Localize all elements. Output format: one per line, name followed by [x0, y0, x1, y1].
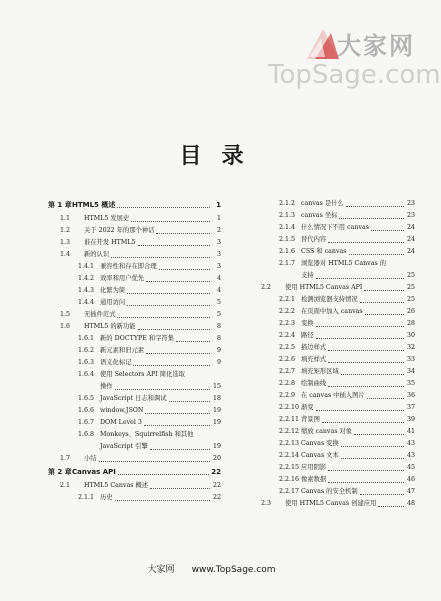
toc-entry-title: 路径: [301, 332, 314, 339]
toc-leader-dots: [169, 401, 210, 402]
toc-entry-title: HTML5 发展史: [84, 215, 130, 222]
toc-entry: [249, 234, 415, 246]
toc-entry-title: window.JSON: [100, 407, 144, 414]
toc-leader-dots: [360, 494, 404, 495]
toc-entry-number: 1.6.1: [78, 335, 95, 342]
toc-leader-dots: [364, 290, 404, 291]
toc-entry-number: 2.2.10: [279, 404, 300, 411]
toc-leader-dots: [349, 254, 404, 255]
toc-entry-number: 1.4.4: [78, 299, 95, 306]
toc-entry-title: 关于 2022 年的那个神话: [84, 227, 155, 234]
toc-entry-title: canvas 是什么: [301, 200, 344, 207]
toc-entry: [48, 237, 221, 249]
toc-entry-title: 新元素和旧元素: [100, 347, 145, 354]
toc-entry-page: 46: [406, 476, 415, 483]
toc-entry-title: 小结: [84, 455, 97, 462]
toc-entry-number: 2.2.11: [279, 416, 300, 423]
toc-entry: [48, 225, 221, 237]
toc-entry-page: 37: [406, 404, 415, 411]
toc-entry-page: 47: [406, 488, 415, 495]
toc-entry-number: 第 1 章: [48, 201, 72, 209]
toc-entry-number: 1.6.4: [78, 371, 95, 378]
toc-entry-title: 什么情况下不用 canvas: [301, 224, 369, 231]
toc-entry-title: 背景图: [301, 416, 320, 423]
toc-entry-title: 应用阴影: [301, 464, 327, 471]
toc-entry-title: 使用 Selectors API 简化选取: [100, 371, 185, 378]
toc-entry-title: 使用 HTML5 Canvas 创建应用: [285, 500, 377, 507]
toc-entry: [48, 345, 221, 357]
toc-leader-dots: [117, 207, 210, 208]
toc-entry: [249, 246, 415, 258]
toc-entry-number: 1.5: [60, 311, 71, 318]
toc-entry-page: 34: [406, 368, 415, 375]
toc-entry-page: 25: [406, 296, 415, 303]
toc-entry-number: 1.4: [60, 251, 71, 258]
toc-entry-title: JavaScript 日志和调试: [100, 395, 167, 402]
toc-entry: [249, 222, 415, 234]
toc-chapter-entry: [48, 198, 221, 213]
toc-entry-number: 1.6.6: [78, 407, 95, 414]
toc-leader-dots: [115, 389, 210, 390]
toc-entry-title: 无插件范式: [84, 311, 116, 318]
toc-entry-number: 2.2.17: [279, 488, 300, 495]
toc-entry: [48, 333, 221, 345]
toc-entry-title: 浏览器对 HTML5 Canvas 的: [301, 260, 386, 267]
toc-leader-dots: [341, 458, 404, 459]
toc-leader-dots: [328, 242, 404, 243]
toc-entry-number: 1.6: [60, 323, 71, 330]
toc-entry-page: 35: [406, 380, 415, 387]
toc-entry-number: 2.2.16: [279, 476, 300, 483]
toc-leader-dots: [316, 410, 404, 411]
toc-entry-page: 24: [406, 224, 415, 231]
toc-entry-page: 3: [216, 239, 221, 246]
page-footer: [0, 566, 423, 575]
toc-entry: [249, 306, 415, 318]
toc-leader-dots: [339, 218, 404, 219]
toc-entry-page: 24: [406, 248, 415, 255]
toc-entry-title: Monkeys、Squirrelfish 和其他: [100, 431, 194, 438]
toc-entry-title: Canvas 的安全机制: [301, 488, 358, 495]
toc-entry-title: 支持: [301, 272, 314, 279]
toc-leader-dots: [144, 425, 210, 426]
toc-leader-dots: [328, 482, 404, 483]
toc-entry: [48, 297, 221, 309]
toc-entry-page: 19: [212, 443, 221, 450]
toc-entry: [249, 462, 415, 474]
toc-entry-title: 填充样式: [301, 356, 327, 363]
toc-entry: [48, 381, 221, 393]
toc-leader-dots: [127, 293, 210, 294]
toc-entry-title: HTML5 的新功能: [84, 323, 136, 330]
toc-entry-page: 32: [406, 344, 415, 351]
toc-entry: [249, 366, 415, 378]
toc-entry: [249, 210, 415, 222]
toc-entry-number: 1.4.2: [78, 275, 95, 282]
toc-entry: [48, 213, 221, 225]
toc-entry: [48, 249, 221, 261]
toc-entry-number: 2.1.4: [279, 224, 296, 231]
toc-entry-number: 1.6.2: [78, 347, 95, 354]
toc-leader-dots: [145, 413, 210, 414]
toc-leader-dots: [131, 221, 210, 222]
toc-leader-dots: [367, 398, 404, 399]
toc-leader-dots: [341, 446, 404, 447]
toc-entry-title: canvas 坐标: [301, 212, 338, 219]
toc-entry: [249, 342, 415, 354]
toc-entry-page: 2: [216, 227, 221, 234]
toc-entry-title: DOM Level 3: [100, 419, 142, 426]
toc-entry: [249, 258, 415, 270]
toc-leader-dots: [146, 281, 210, 282]
toc-entry-number: 2.2.5: [279, 344, 296, 351]
toc-entry-number: 2.2.1: [279, 296, 296, 303]
toc-leader-dots: [328, 470, 404, 471]
toc-entry-page: 25: [406, 272, 415, 279]
toc-leader-dots: [138, 245, 210, 246]
toc-entry-title: HTML5 概述: [72, 201, 116, 209]
toc-entry: [48, 321, 221, 333]
toc-leader-dots: [365, 314, 404, 315]
toc-leader-dots: [117, 317, 210, 318]
toc-leader-dots: [111, 257, 210, 258]
toc-entry-title: 在 canvas 中插入图片: [301, 392, 365, 399]
toc-entry: [249, 330, 415, 342]
toc-entry-page: 8: [216, 323, 221, 330]
toc-entry: [249, 294, 415, 306]
toc-entry-number: 2.2.8: [279, 380, 296, 387]
toc-entry: [48, 285, 221, 297]
toc-entry-page: 36: [406, 392, 415, 399]
page-title: 目录: [179, 144, 264, 169]
toc-entry-page: 18: [212, 395, 221, 402]
toc-entry-title: 绘制曲线: [301, 380, 327, 387]
toc-leader-dots: [316, 338, 404, 339]
toc-entry: [48, 417, 221, 429]
toc-entry-number: 1.4.3: [78, 287, 95, 294]
toc-entry-title: 缩放 canvas 对象: [301, 428, 353, 435]
toc-entry-number: 2.1.7: [279, 260, 296, 267]
toc-entry-page: 8: [216, 335, 221, 342]
toc-entry-page: 9: [216, 359, 221, 366]
toc-entry-page: 48: [406, 500, 415, 507]
toc-entry-number: 1.1: [60, 215, 71, 222]
toc-leader-dots: [316, 326, 404, 327]
toc-entry-title: Canvas 文本: [301, 452, 339, 459]
toc-entry-number: 1.6.7: [78, 419, 95, 426]
toc-leader-dots: [146, 353, 210, 354]
toc-entry-page: 43: [406, 452, 415, 459]
toc-leader-dots: [127, 305, 210, 306]
toc-entry-page: 3: [216, 263, 221, 270]
toc-chapter-entry: [48, 465, 221, 480]
toc-entry: [249, 354, 415, 366]
toc-entry: [48, 393, 221, 405]
toc-entry-title: 在页面中加入 canvas: [301, 308, 363, 315]
toc-entry-number: 2.2.3: [279, 320, 296, 327]
toc-entry-number: 1.6.5: [78, 395, 95, 402]
watermark-en: TopSage.com: [268, 60, 441, 90]
toc-leader-dots: [118, 474, 209, 475]
toc-entry-title: 变换: [301, 320, 314, 327]
toc-entry: [249, 198, 415, 210]
toc-entry-number: 2.2.7: [279, 368, 296, 375]
toc-entry-number: 1.2: [60, 227, 71, 234]
toc-entry: [48, 357, 221, 369]
toc-entry-page: 30: [406, 332, 415, 339]
toc-column-right: [249, 198, 415, 510]
toc-leader-dots: [99, 461, 210, 462]
toc-entry-page: 24: [406, 236, 415, 243]
toc-entry-number: 1.4.1: [78, 263, 95, 270]
toc-entry: [48, 441, 221, 453]
toc-leader-dots: [378, 506, 404, 507]
toc-leader-dots: [328, 350, 404, 351]
toc-leader-dots: [341, 374, 404, 375]
toc-entry-number: 2.2.9: [279, 392, 296, 399]
toc-entry-number: 2.2.12: [279, 428, 300, 435]
toc-entry: [48, 492, 221, 504]
toc-entry-page: 19: [212, 407, 221, 414]
toc-leader-dots: [322, 422, 404, 423]
toc-entry-title: 通用访问: [100, 299, 126, 306]
toc-entry-page: 4: [216, 287, 221, 294]
toc-entry-title: 像素数据: [301, 476, 327, 483]
toc-entry-title: CSS 和 canvas: [301, 248, 347, 255]
toc-entry-number: 2.2.15: [279, 464, 300, 471]
toc-entry-page: 28: [406, 320, 415, 327]
toc-entry-number: 2.1.6: [279, 248, 296, 255]
toc-entry-number: 2.3: [261, 500, 272, 507]
toc-entry-page: 22: [212, 494, 221, 501]
toc-entry: [249, 318, 415, 330]
toc-entry-number: 2.1.2: [279, 200, 296, 207]
toc-entry-title: 描边样式: [301, 344, 327, 351]
toc-entry-page: 5: [216, 311, 221, 318]
toc-entry-page: 4: [216, 275, 221, 282]
toc-entry-number: 1.6.3: [78, 359, 95, 366]
toc-leader-dots: [156, 233, 210, 234]
toc-entry-number: 2.2.6: [279, 356, 296, 363]
toc-entry-number: 1.3: [60, 239, 71, 246]
toc-entry-page: 3: [216, 251, 221, 258]
toc-entry: [48, 480, 221, 492]
toc-entry: [48, 309, 221, 321]
toc-entry-page: 1: [216, 201, 221, 209]
toc-entry-page: 9: [216, 347, 221, 354]
toc-leader-dots: [150, 449, 210, 450]
toc-entry-title: 填充矩形区域: [301, 368, 339, 375]
toc-entry: [249, 486, 415, 498]
toc-entry-page: 5: [216, 299, 221, 306]
toc-entry: [249, 402, 415, 414]
toc-entry-number: 2.2.13: [279, 440, 300, 447]
toc-entry-title: 化繁为简: [100, 287, 126, 294]
toc-leader-dots: [371, 230, 404, 231]
toc-entry-number: 2.2: [261, 284, 272, 291]
toc-entry-page: 22: [211, 468, 221, 476]
toc-entry-page: 39: [406, 416, 415, 423]
toc-entry: [48, 405, 221, 417]
toc-entry-title: 渐变: [301, 404, 314, 411]
toc-leader-dots: [360, 302, 404, 303]
toc-entry-title: 兼容性和存在即合理: [100, 263, 157, 270]
toc-entry-page: 22: [212, 482, 221, 489]
toc-leader-dots: [176, 341, 210, 342]
toc-entry-title: Canvas 变换: [301, 440, 339, 447]
toc-entry: [249, 426, 415, 438]
toc-entry-page: 15: [212, 383, 221, 390]
toc-column-left: [48, 198, 221, 504]
toc-entry-title: 效率和用户优先: [100, 275, 145, 282]
toc-entry-number: 1.6.8: [78, 431, 95, 438]
toc-entry-number: 2.1.3: [279, 212, 296, 219]
toc-entry-page: 26: [406, 308, 415, 315]
toc-entry: [48, 429, 221, 441]
toc-leader-dots: [138, 329, 210, 330]
toc-entry-page: 23: [406, 212, 415, 219]
toc-entry-title: 历史: [100, 494, 113, 501]
toc-entry-title: 新的 DOCTYPE 和字符集: [100, 335, 175, 342]
toc-entry-number: 第 2 章: [48, 468, 72, 476]
toc-leader-dots: [354, 434, 404, 435]
toc-entry-number: 1.7: [60, 455, 71, 462]
toc-entry: [48, 273, 221, 285]
footer-site-url: www.TopSage.com: [191, 565, 276, 575]
toc-entry-page: 19: [212, 419, 221, 426]
toc-leader-dots: [133, 365, 210, 366]
toc-entry-number: 2.2.4: [279, 332, 296, 339]
toc-entry: [249, 414, 415, 426]
toc-entry: [249, 450, 415, 462]
toc-entry-title: 替代内容: [301, 236, 327, 243]
toc-entry-title: 使用 HTML5 Canvas API: [285, 284, 363, 291]
toc-entry: [249, 270, 415, 282]
toc-entry-number: 2.1.1: [78, 494, 95, 501]
toc-entry-title: 操作: [100, 383, 113, 390]
toc-leader-dots: [328, 386, 404, 387]
toc-entry: [249, 498, 415, 510]
toc-entry-title: 语义化标记: [100, 359, 132, 366]
toc-entry: [249, 282, 415, 294]
toc-entry-title: JavaScript 引擎: [100, 443, 148, 450]
toc-entry-title: Canvas API: [72, 468, 116, 476]
toc-entry-page: 33: [406, 356, 415, 363]
toc-entry-page: 20: [212, 455, 221, 462]
toc-leader-dots: [346, 206, 404, 207]
toc-entry-title: 新的认识: [84, 251, 110, 258]
toc-entry-page: 23: [406, 200, 415, 207]
toc-entry-number: 2.2.14: [279, 452, 300, 459]
toc-entry: [249, 438, 415, 450]
toc-leader-dots: [150, 488, 210, 489]
toc-entry-number: 2.2.2: [279, 308, 296, 315]
toc-entry: [249, 390, 415, 402]
toc-entry-number: 2.1.5: [279, 236, 296, 243]
toc-entry: [48, 261, 221, 273]
toc-entry: [249, 378, 415, 390]
toc-leader-dots: [115, 500, 210, 501]
watermark-cn: 大家网: [337, 32, 415, 60]
toc-leader-dots: [316, 278, 404, 279]
topsage-logo-icon: [305, 27, 341, 61]
toc-leader-dots: [159, 269, 210, 270]
toc-entry-title: 谁在开发 HTML5: [84, 239, 136, 246]
toc-entry-title: 检测浏览器支持情况: [301, 296, 358, 303]
toc-entry-page: 41: [406, 428, 415, 435]
toc-entry: [48, 369, 221, 381]
toc-entry-number: 2.1: [60, 482, 71, 489]
toc-leader-dots: [328, 362, 404, 363]
toc-entry-title: HTML5 Canvas 概述: [84, 482, 149, 489]
toc-entry: [249, 474, 415, 486]
toc-entry-page: 1: [216, 215, 221, 222]
toc-entry-page: 45: [406, 464, 415, 471]
toc-entry-page: 25: [406, 284, 415, 291]
toc-entry: [48, 453, 221, 465]
footer-site-cn: 大家网: [147, 565, 175, 575]
toc-entry-page: 43: [406, 440, 415, 447]
